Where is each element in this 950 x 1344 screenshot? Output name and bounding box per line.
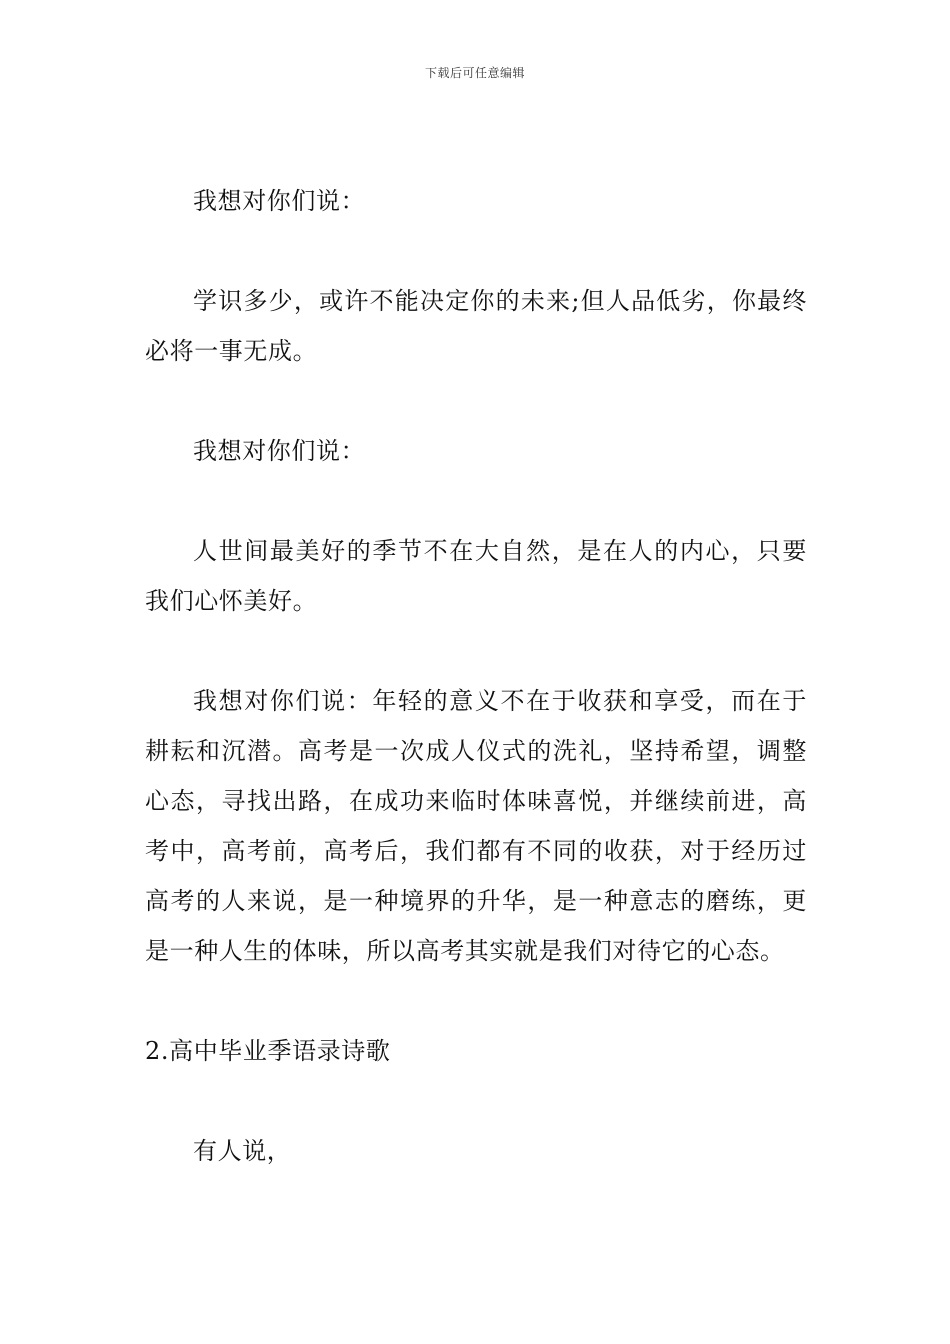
page-header: 下载后可任意编辑 [424,66,525,80]
document-body [145,176,807,1226]
paragraph: 我想对你们说： [193,187,366,215]
paragraph: 有人说， [193,1137,292,1165]
section-heading: 2.高中毕业季语录诗歌 [145,1037,391,1065]
paragraph: 我想对你们说：年轻的意义不在于收获和享受，而在于耕耘和沉潜。高考是一次成人仪式的洗礼，坚持希望，调整心态，寻找出路，在成功来临时体味喜悦，并继续前进，高考中，高考前，高考后，我们都有不同的收获，对于经历过高考的人来说，是一种境界的升华，是一种意志的磨练，更是一种人生的体味，所以高考其实就是我们对待它的心态。 [145,687,807,965]
paragraph: 人世间最美好的季节不在大自然，是在人的内心，只要我们心怀美好。 [145,537,807,615]
paragraph: 学识多少，或许不能决定你的未来;但人品低劣，你最终必将一事无成。 [145,287,807,365]
paragraph: 我想对你们说： [193,437,366,465]
